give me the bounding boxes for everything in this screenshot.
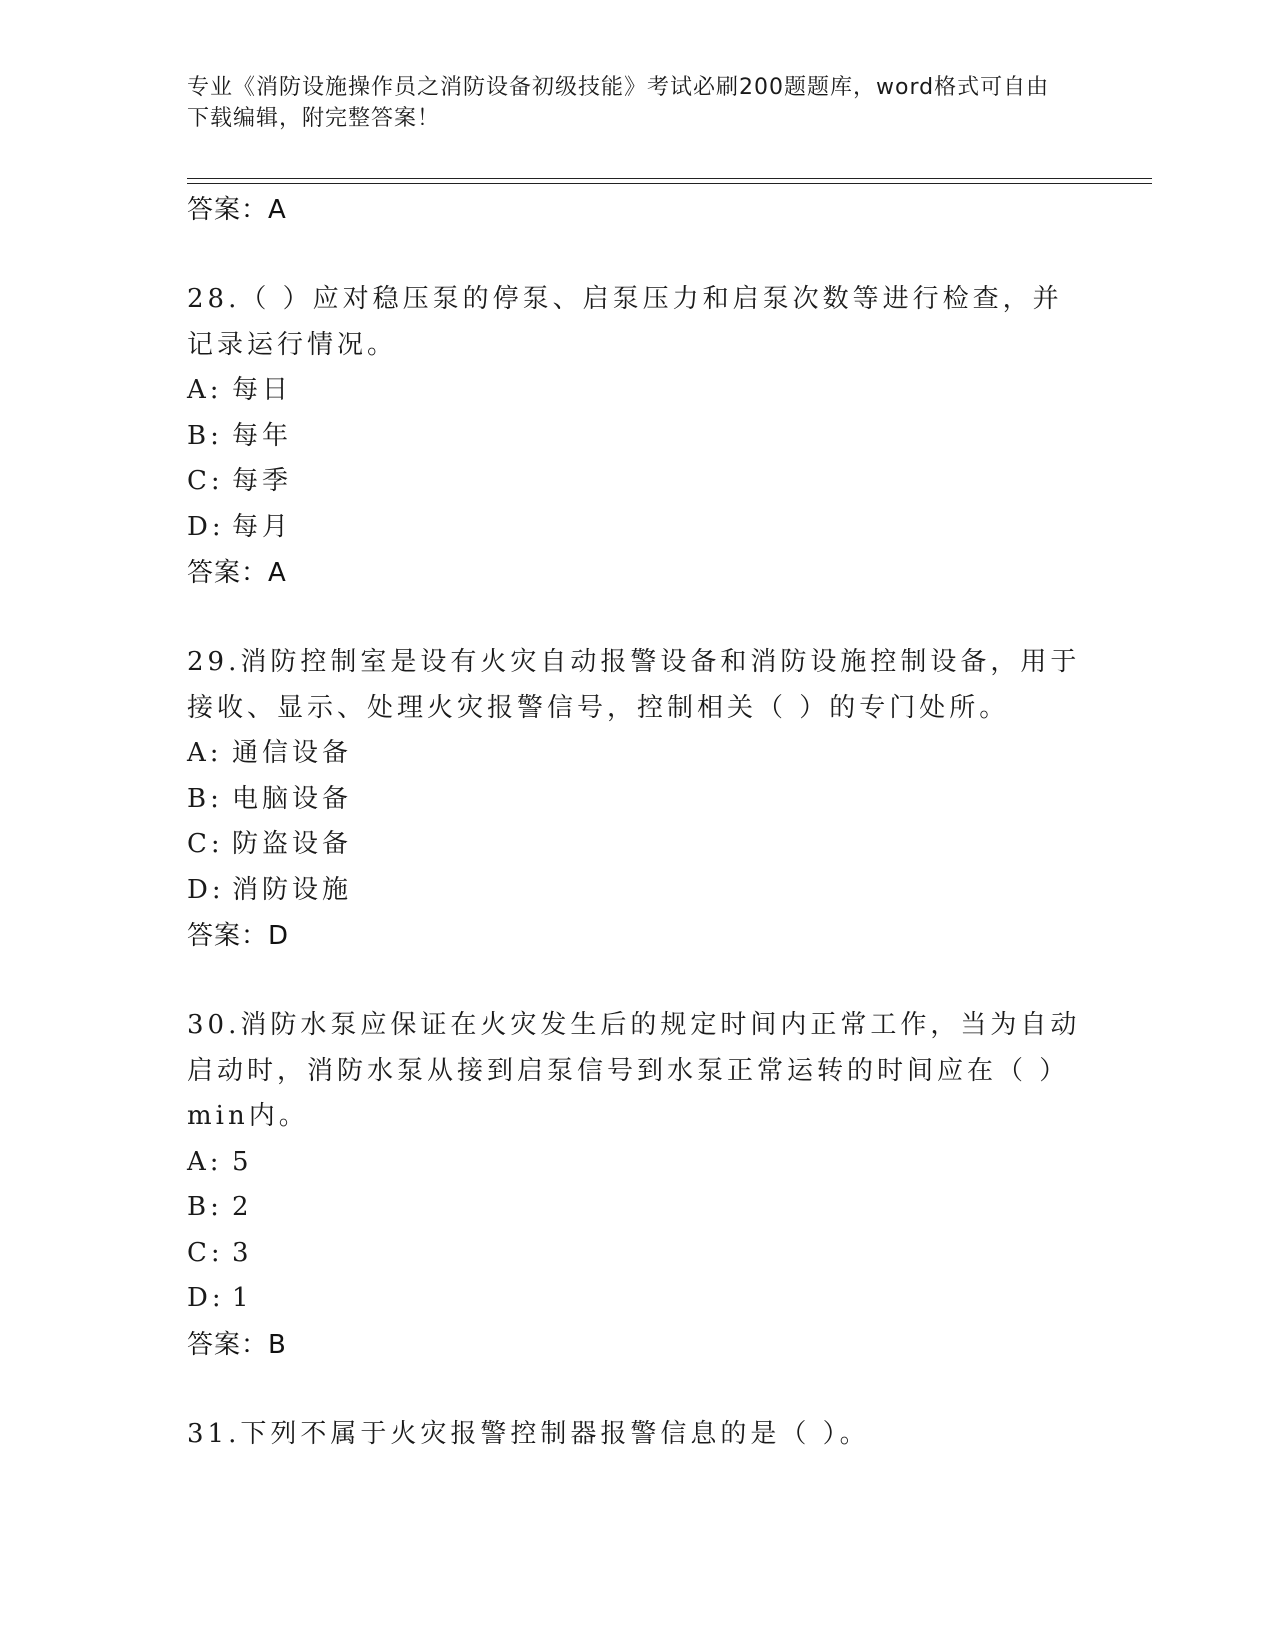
option-key: D: xyxy=(187,874,225,905)
option-key: A: xyxy=(187,1146,223,1177)
option-text: 2 xyxy=(232,1192,253,1222)
option-c xyxy=(187,822,1087,868)
option-text: 消防设施 xyxy=(232,874,353,905)
option-key: B: xyxy=(187,783,223,814)
option-a xyxy=(187,368,1087,414)
option-d xyxy=(187,505,1087,551)
option-key: D: xyxy=(187,1283,225,1313)
question-30 xyxy=(187,1003,1087,1368)
question-29 xyxy=(187,640,1087,959)
option-key: C: xyxy=(187,829,224,859)
option-key: C: xyxy=(187,466,224,496)
option-text: 电脑设备 xyxy=(232,783,353,814)
question-stem: 29.消防控制室是设有火灾自动报警设备和消防设施控制设备，用于接收、显示、处理火灾报警信号，控制相关（ ）的专门处所。 xyxy=(187,647,1081,723)
answer-line: 答案：D xyxy=(187,921,290,951)
option-key: B: xyxy=(187,1192,223,1222)
option-text: 1 xyxy=(232,1283,253,1313)
option-d xyxy=(187,1276,1087,1322)
question-list xyxy=(187,187,1087,1457)
option-text: 每月 xyxy=(232,511,293,542)
option-key: C: xyxy=(187,1237,224,1268)
question-31 xyxy=(187,1412,1087,1458)
option-text: 每季 xyxy=(232,466,293,496)
option-a xyxy=(187,1140,1087,1186)
option-key: A: xyxy=(187,375,223,405)
question-28 xyxy=(187,277,1087,596)
option-key: D: xyxy=(187,511,225,542)
option-d xyxy=(187,868,1087,914)
option-b xyxy=(187,777,1087,823)
option-text: 每年 xyxy=(232,420,293,451)
option-a xyxy=(187,731,1087,777)
answer-line: 答案：B xyxy=(187,1329,287,1360)
option-text: 通信设备 xyxy=(232,738,353,768)
option-text: 5 xyxy=(232,1146,253,1177)
header-divider-bottom xyxy=(187,183,1152,184)
option-text: 3 xyxy=(232,1237,253,1268)
option-c xyxy=(187,459,1087,505)
option-c xyxy=(187,1231,1087,1277)
option-key: A: xyxy=(187,738,223,768)
option-key: B: xyxy=(187,420,223,451)
option-b xyxy=(187,414,1087,460)
question-stem: 30.消防水泵应保证在火灾发生后的规定时间内正常工作，当为自动启动时，消防水泵从接到启泵信号到水泵正常运转的时间应在（ ）min内。 xyxy=(187,1010,1081,1131)
question-stem: 28.（ ）应对稳压泵的停泵、启泵压力和启泵次数等进行检查，并记录运行情况。 xyxy=(187,284,1063,360)
header-divider-top xyxy=(187,178,1152,179)
option-text: 防盗设备 xyxy=(232,829,353,859)
answer-line: 答案：A xyxy=(187,195,287,225)
option-text: 每日 xyxy=(232,375,293,405)
option-b xyxy=(187,1185,1087,1231)
page-header: 专业《消防设施操作员之消防设备初级技能》考试必刷200题题库，word格式可自由下载编辑，附完整答案！ xyxy=(187,75,1050,131)
answer-line: 答案：A xyxy=(187,558,287,588)
question-stem: 31.下列不属于火灾报警控制器报警信息的是（ ）。 xyxy=(187,1418,870,1449)
